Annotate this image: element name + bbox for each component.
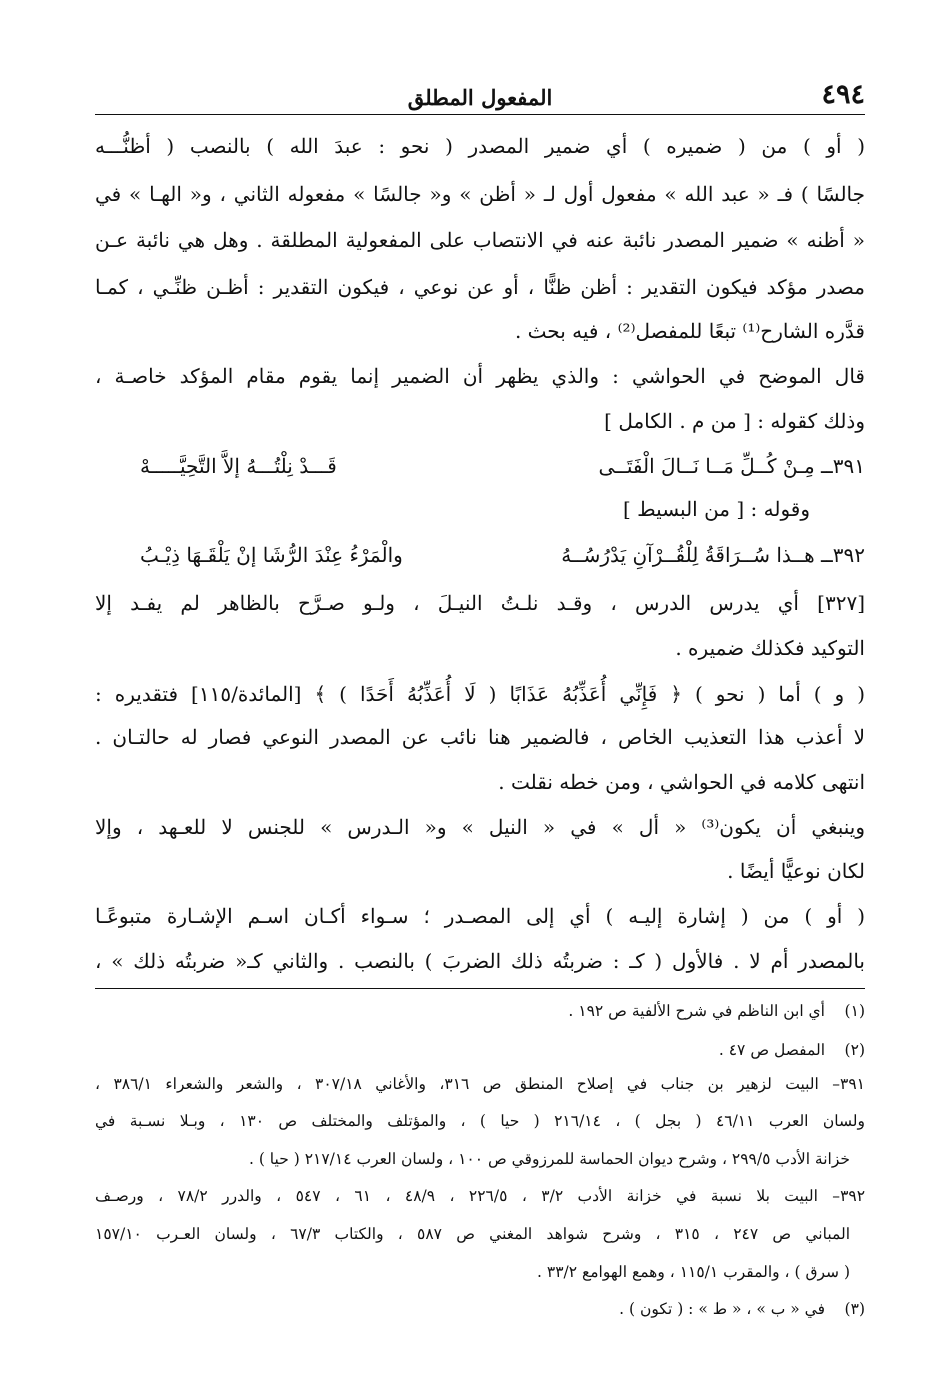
footnote-line: ٣٩١– البيت لزهير بن جناب في إصلاح المنطق ص ٣١٦، والأغاني ٣٠٧/١٨ ، والشعر والشعراء ٣٨٦/١ ، [95, 1075, 865, 1093]
footnote-text: أي ابن الناظم في شرح الألفية ص ١٩٢ . [568, 1002, 825, 1020]
body-line: [٣٢٧] أي يدرس الدرس ، وقـد نلـتُ النيـلَ ، ولـو صـرَّح بالظاهر لم يفـد إلا [95, 591, 865, 615]
page-header [95, 78, 865, 115]
body-line: وينبغي أن يكون⁽³⁾ « أل » في « النيل » و« الـدرس » للجنس لا للعـهد ، وإلا [95, 815, 865, 839]
footnote-mark: (٢) [844, 1041, 865, 1059]
body-line: ( و ) أما ( نحو ) ﴿ فَإِنِّي أُعَذِّبُهُ عَذَابًا ( لَا أُعَذِّبُهُ أَحَدًا ) ﴾ [المائدة/١١٥] فتقديره : [95, 682, 866, 706]
footnote-separator [95, 988, 865, 989]
footnote-line: المباني ص ٢٤٧ ، ٣١٥ ، وشرح شواهد المغني ص ٥٨٧ ، والكتاب ٦٧/٣ ، ولسان العـرب ١٥٧/١٠ [95, 1225, 851, 1243]
footnote-3 [95, 1302, 865, 1318]
body-line: وذلك كقوله : [ من م . الكامل ] [604, 409, 865, 433]
body-line: « أظنه » ضمير المصدر نائبة عنه في الانتصاب على المفعولية المطلقة . وهل هي نائبة عـن [95, 228, 865, 252]
footnote-line: ( سرق ) ، والمقرب ١١٥/١ ، وهمع الهوامع ٣٣/٢ . [537, 1263, 850, 1281]
footnote-1 [95, 1004, 865, 1020]
verse-hemistich-first: ٣٩٢ــ هــذا سُــرَاقَةُ لِلْقُــرْآنِ يَدْرُسُــهُ [561, 543, 865, 567]
body-line: مصدر مؤكد فيكون التقدير : أظن ظنًّا ، أو عن نوعي ، فيكون التقدير : أظـن ظنِّـي ، كمـا [95, 275, 865, 299]
footnote-line: ٣٩٢– البيت بلا نسبة في خزانة الأدب ٣/٢ ، ٢٢٦/٥ ، ٤٨/٩ ، ٦١ ، ٥٤٧ ، والدرر ٧٨/٢ ، ورصـف [95, 1187, 866, 1205]
verse-392 [140, 543, 865, 567]
footnote-mark: (٣) [844, 1300, 865, 1318]
running-title: المفعول المطلق [407, 85, 553, 110]
footnote-mark: (١) [844, 1002, 865, 1020]
body-line: قدَّره الشارح⁽¹⁾ تبعًا للمفصل⁽²⁾ ، فيه بحث . [514, 319, 865, 343]
body-line: التوكيد فكذلك ضميره . [675, 636, 865, 660]
verse-hemistich-first: ٣٩١ــ مِـنْ كُــلِّ مَــا نَــالَ الْفَتَــى [598, 454, 865, 478]
footnote-line: ولسان العرب ٤٦/١١ ( بجل ) ، ٢١٦/١٤ ( حيا ) ، والمؤتلف والمختلف ص ١٣٠ ، وبـلا نسـبة في [95, 1112, 865, 1130]
body-line: انتهى كلامه في الحواشي ، ومن خطه نقلت . [498, 770, 865, 794]
verse-hemistich-second: والْمَرْءُ عِنْدَ الرُّشَا إنْ يَلْقَـهَا ذِيْـبُ [140, 543, 403, 567]
footnote-text: في « ب » ، « ط » : ( تكون ) . [619, 1300, 825, 1318]
body-line: لكان نوعيًّا أيضًا . [727, 859, 865, 883]
body-line: ( أو ) من ( إشارة إليـه ) أي إلى المصـدر ؛ سـواء أكـان اسـم الإشـارة متبوعًـا [95, 904, 865, 928]
body-line: ( أو ) من ( ضميره ) أي ضمير المصدر ( نحو : عبدَ الله ) بالنصب ( أظنُّـــه [95, 134, 865, 158]
body-line: قال الموضح في الحواشي : والذي يظهر أن الضمير إنما يقوم مقام المؤكد خاصـة ، [95, 364, 865, 388]
footnote-text: المفصل ص ٤٧ . [718, 1041, 825, 1059]
footnote-line: خزانة الأدب ٢٩٩/٥ ، وشرح ديوان الحماسة للمرزوقي ص ١٠٠ ، ولسان العرب ٢١٧/١٤ ( حيا ) . [248, 1150, 850, 1168]
footnote-2 [95, 1043, 865, 1059]
page-number: ٤٩٤ [821, 79, 865, 110]
verse-hemistich-second: قَـــدْ نِلْتُـــهُ إلاَّ التَّحِيَّـــــهْ [140, 454, 337, 478]
verse-391 [140, 454, 865, 478]
body-line: بالمصدر أم لا . فالأول ( كـ : ضربتُه ذلك الضربَ ) بالنصب . والثاني كـ« ضربتُه ذلك » ، [95, 949, 865, 973]
body-line: وقوله : [ من البسيط ] [623, 497, 810, 521]
body-line: جالسًا ) فـ « عبد الله » مفعول أول لـ « أظن » و« جالسًا » مفعوله الثاني ، و« الهـا » في [95, 182, 865, 206]
body-line: لا أعذب هذا التعذيب الخاص ، فالضمير هنا نائب عن المصدر النوعي فصار له حالتـان . [95, 725, 865, 749]
